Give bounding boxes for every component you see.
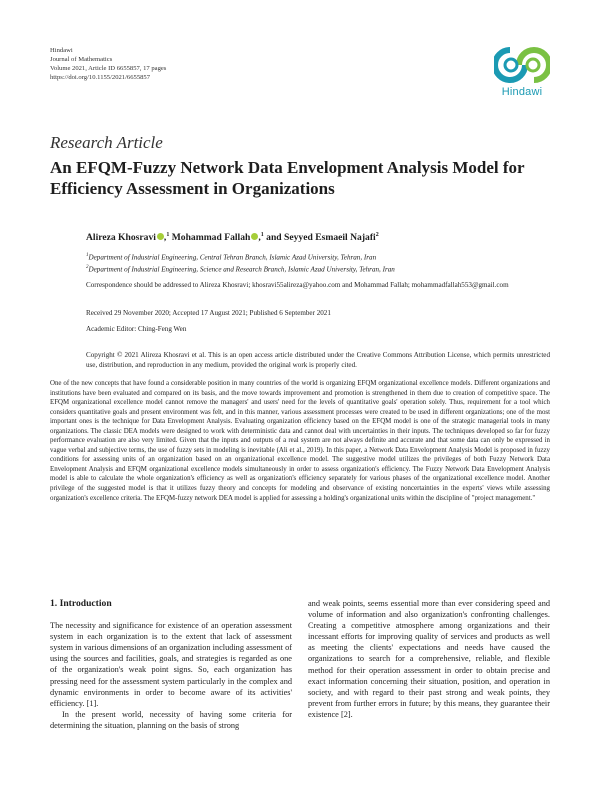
publication-dates: Received 29 November 2020; Accepted 17 August 2021; Published 6 September 2021 — [86, 309, 331, 317]
paragraph: In the present world, necessity of having some criteria for determining the situation, planning on the basis of strong — [50, 709, 292, 730]
affiliation-text: Department of Industrial Engineering, Science and Research Branch, Islamic Azad University, Tehran, Iran — [88, 265, 395, 274]
author-name[interactable]: Mohammad Fallah — [171, 232, 251, 244]
introduction-right-column — [308, 598, 550, 720]
author-affiliation-mark: 1 — [166, 232, 170, 238]
affiliation — [86, 251, 550, 263]
orcid-icon[interactable] — [157, 233, 164, 240]
introduction-left-column — [50, 598, 292, 731]
publisher-name: Hindawi — [50, 47, 73, 54]
journal-name: Journal of Mathematics — [50, 56, 113, 63]
correspondence: Correspondence should be addressed to Alireza Khosravi; khosravi55alireza@yahoo.com and Mohammad Fallah; mohammadfallah553@gmail.com — [86, 281, 509, 289]
author-affiliation-mark: 1 — [260, 232, 264, 238]
article-title: An EFQM-Fuzzy Network Data Envelopment Analysis Model for Efficiency Assessment in Organizations — [50, 158, 525, 198]
paragraph: The necessity and significance for existence of an operation assessment system in each organization is to the extent that lack of assessment system in various dimensions of an organization including assessment of using the sources and facilities, goals, and strategies is regarded as one of the organization's weak point signs. So, each organization has pressing need for the assessment system particularly in the complex and dynamic environments in order to become aware of its activities' efficiency. [1]. — [50, 621, 292, 708]
author-list: Alireza Khosravi ,$^1$ Mohammad Fallah ,$^1$ and Seyyed Esmaeil Najafi$^2$ — [86, 232, 379, 244]
affiliation-mark: 2 — [86, 264, 89, 270]
hindawi-logo-icon — [494, 44, 550, 86]
affiliations — [86, 251, 550, 275]
copyright-notice: Copyright © 2021 Alireza Khosravi et al. This is an open access article distributed under the Creative Commons Attribution License, which permits unrestricted use, distribution, and reproduction in any medium, provided the original work is properly cited. — [86, 351, 550, 369]
orcid-icon[interactable] — [251, 233, 258, 240]
article-type: Research Article — [50, 133, 163, 152]
affiliation — [86, 263, 550, 275]
academic-editor: Academic Editor: Ching-Feng Wen — [86, 325, 187, 333]
logo-text: Hindawi — [501, 86, 543, 98]
affiliation-mark: 1 — [86, 253, 89, 258]
section-heading: 1. Introduction — [50, 598, 112, 609]
doi-link[interactable]: https://doi.org/10.1155/2021/6655857 — [50, 74, 151, 81]
author-name[interactable]: Seyyed Esmaeil Najafi — [284, 232, 376, 244]
author-name[interactable]: Alireza Khosravi — [86, 232, 156, 244]
affiliation-text: Department of Industrial Engineering, Central Tehran Branch, Islamic Azad University, Tehran, Iran — [88, 253, 377, 262]
author-affiliation-mark: 2 — [375, 232, 379, 238]
hindawi-logo — [494, 44, 550, 98]
author-conjunction: and — [266, 232, 282, 244]
volume-line: Volume 2021, Article ID 6655857, 17 pages — [50, 65, 167, 72]
paragraph: and weak points, seems essential more than ever considering speed and volume of information and also organization's confronting challenges. Creating a competitive atmosphere among organizations and their incessant efforts for improving quality of services and products as well as meeting the clients' expectations and needs have caused the organizations to search for a comprehensive, reliable, and flexible method for their operation assessment in order to obtain precise and exact information concerning their situation, position, and operation in society, and with regard to their past strong and weak points, they prevent from further errors in future; by this means, they guarantee their existence [2]. — [308, 599, 550, 719]
abstract: One of the new concepts that have found a considerable position in many countries of the world is organizing EFQM organizational excellence models. Different organizations and institutions have been evaluated and compared on its basis, and the move towards improvement and promotion is strengthened in them due to creation of competitive space. The EFQM organizational excellence model cannot remove the managers' and users' need for the levels of quantitative goals' operation solely. Thus, requirement for a tool which considers quantitative goals and present environment was felt, and in this manner, various assessment processes were created to be used in different organizations; one of the most important ones is the technique for Data Envelopment Analysis. Evaluating organization efficiency based on the EFQM model is one of the strategic managerial tools in many organizations. The classic DEA models were designed to work with deterministic data and cannot deal with uncertainties in their inputs. The techniques developed so far for fuzzy performance evaluation are also very limited. Given that the inputs and outputs of a real system are not always definite and accurate and that some data can only be expressed in vague verbal and subjective terms, the use of fuzzy sets in modeling is inevitable (Ali et al., 2019). In this paper, a Network Data Envelopment Analysis Model is proposed in fuzzy conditions for assessing units of an organization based on an organizational excellence model. The suggestive model utilizes the privileges of both Fuzzy Network Data Envelopment Analysis and EFQM organizational excellence models simultaneously in order to assess organization's efficiency. The Fuzzy Network Data Envelopment Analysis model is able to calculate the whole organization's efficiency as well as organization's efficiency separately for various phases of the organizational excellence model. Another privilege of the suggested model is that it utilizes fuzzy theory and concepts for modeling and observance of existing noncertainties in the experts' views while assessing organization's excellence criteria. The EFQM-fuzzy network DEA model is applied for assessing a holding's organizational units within the discipline of "project management." — [50, 380, 550, 502]
journal-header — [50, 46, 166, 82]
